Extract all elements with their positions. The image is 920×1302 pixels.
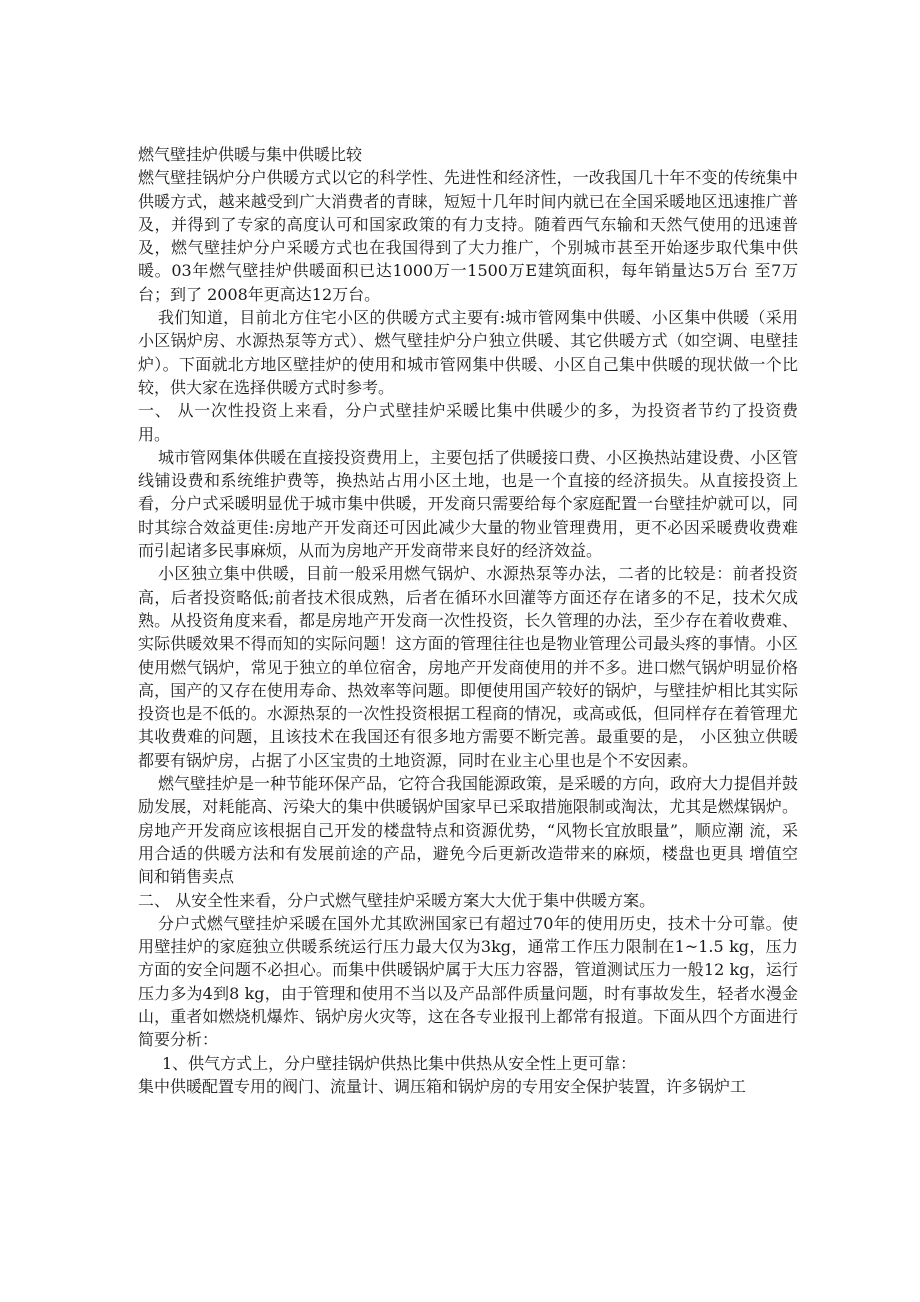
- document-page: [138, 143, 798, 1098]
- energy-saving-paragraph: 燃气壁挂炉是一种节能环保产品，它符合我国能源政策，是采暖的方向，政府大力提倡并鼓励发展，对耗能高、污染大的集中供暖锅炉国家早已采取措施限制或淘汰，尤其是燃煤锅炉。房地产开发商应该根据自己开发的楼盘特点和资源优势，“风物长宜放眼量”，顺应潮 流，采用合适的供暖方法和有发展前途的产品，避免今后更新改造带来的麻烦，楼盘也更具 增值空间和销售卖点: [138, 774, 799, 887]
- heating-methods-paragraph: 我们知道，目前北方住宅小区的供暖方式主要有:城市管网集中供暖、小区集中供暖（采用小区锅炉房、水源热泵等方式）、燃气壁挂炉分户独立供暖、其它供暖方式（如空调、电壁挂炉）。下面就北方地区壁挂炉的使用和城市管网集中供暖、小区自己集中供暖的现状做一个比较，供大家在选择供暖方式时参考。: [138, 308, 798, 397]
- intro-paragraph: 燃气壁挂锅炉分户供暖方式以它的科学性、先进性和经济性，一改我国几十年不变的传统集中供暖方式，越来越受到广大消费者的青睐，短短十几年时间内就已在全国采暖地区迅速推广普及，并得到了专家的高度认可和国家政策的有力支持。随着西气东输和天然气使用的迅速普及，燃气壁挂炉分户采暖方式也在我国得到了大力推广，个别城市甚至开始逐步取代集中供暖。03年燃气壁挂炉供暖面积已达1000万一1500万E建筑面积，每年销量达5万台 至7万台；到了 2008年更高达12万台。: [138, 168, 798, 304]
- safety-paragraph: 分户式燃气壁挂炉采暖在国外尤其欧洲国家已有超过70年的使用历史，技术十分可靠。使用壁挂炉的家庭独立供暖系统运行压力最大仅为3kg，通常工作压力限制在1~1.5 kg，压力方面的安全问题不必担心。而集中供暖锅炉属于大压力容器，管道测试压力一般12 kg，运行压力多为4到8 kg，由于管理和使用不当以及产品部件质量问题，时有事故发生，轻者水漫金山，重者如燃烧机爆炸、锅炉房火灾等，这在各专业报刊上都常有报道。下面从四个方面进行简要分析：: [138, 913, 798, 1050]
- document-title: 燃气壁挂炉供暖与集中供暖比较: [138, 145, 363, 164]
- gas-supply-subheading: 1、供气方式上，分户壁挂锅炉供热比集中供热从安全性上更可靠：: [162, 1053, 637, 1073]
- section-two-heading: 二、 从安全性来看，分户式燃气壁挂炉采暖方案大大优于集中供暖方案。: [138, 890, 656, 910]
- section-one-heading: 一、 从一次性投资上来看，分户式壁挂炉采暖比集中供暖少的多，为投资者节约了投资费用。: [138, 401, 798, 444]
- community-heating-paragraph: 小区独立集中供暖，目前一般采用燃气锅炉、水源热泵等办法，二者的比较是：前者投资高，后者投资略低;前者技术很成熟，后者在循环水回灌等方面还存在诸多的不足，技术欠成熟。从投资角度来看，都是房地产开发商一次性投资，长久管理的办法，至少存在着收费难、实际供暖效果不得而知的实际问题！这方面的管理往往也是物业管理公司最头疼的事情。小区使用燃气锅炉，常见于独立的单位宿舍，房地产开发商使用的并不多。进口燃气锅炉明显价格高，国产的又存在使用寿命、热效率等问题。即便使用国产较好的锅炉，与壁挂炉相比其实际投资也是不低的。水源热泵的一次性投资根据工程商的情况，或高或低，但同样存在着管理尤其收费难的问题，且该技术在我国还有很多地方需要不断完善。最重要的是， 小区独立供暖都要有锅炉房，占据了小区宝贵的土地资源，同时在业主心里也是个不安因素。: [138, 564, 798, 770]
- city-network-paragraph: 城市管网集体供暖在直接投资费用上，主要包括了供暖接口费、小区换热站建设费、小区管线铺设费和系统维护费等，换热站占用小区土地，也是一个直接的经济损失。从直接投资上看，分户式采暖明显优于城市集中供暖，开发商只需要给每个家庭配置一台壁挂炉就可以，同时其综合效益更佳:房地产开发商还可因此减少大量的物业管理费用，更不必因采暖费收费难而引起诸多民事麻烦，从而为房地产开发商带来良好的经济效益。: [138, 447, 799, 561]
- central-heating-equipment-paragraph: 集中供暖配置专用的阀门、流量计、调压箱和锅炉房的专用安全保护装置，许多锅炉工: [138, 1076, 747, 1096]
